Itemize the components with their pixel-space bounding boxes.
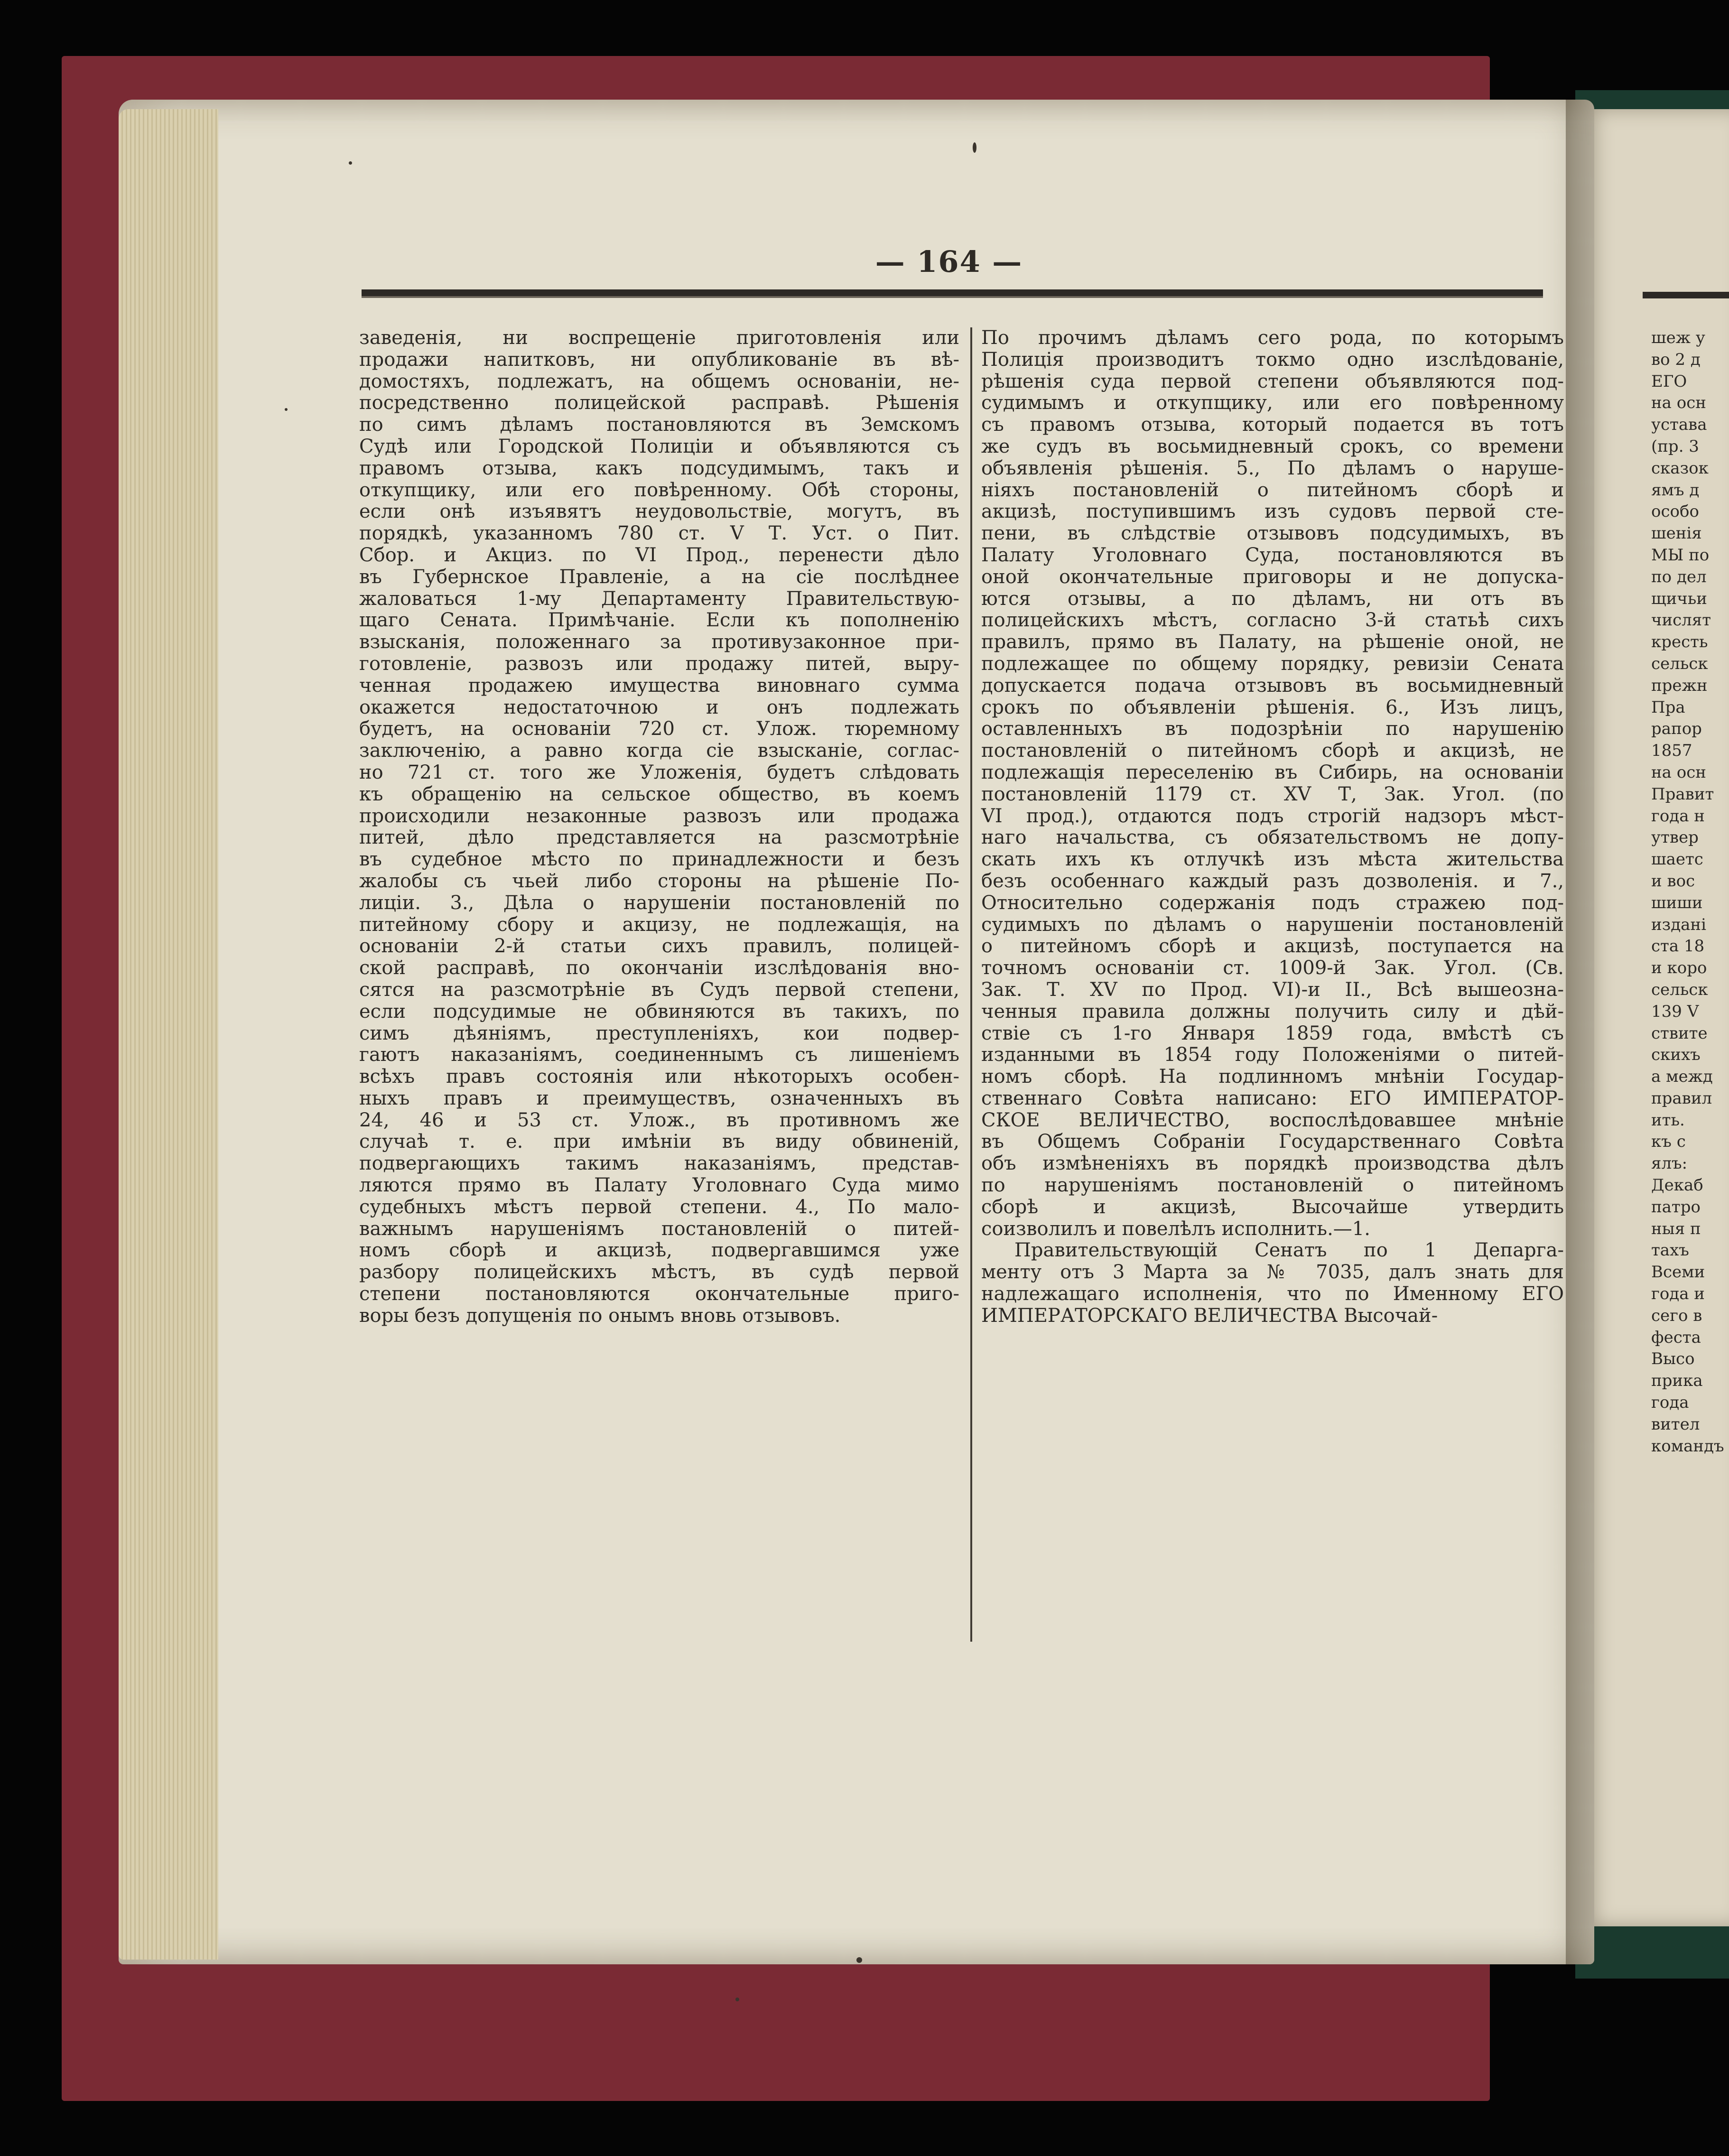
text-line: постановленій 1179 ст. XV Т, Зак. Угол. (по: [981, 783, 1564, 805]
text-line: ченная продажею имущества виновнаго сумма: [359, 674, 959, 697]
text-line: Декаб: [1651, 1176, 1703, 1195]
text-line: важнымъ нарушеніямъ постановленій о питей-: [359, 1217, 959, 1240]
text-line: сельск: [1651, 980, 1708, 999]
text-line: изданными въ 1854 году Положеніями о питей-: [981, 1044, 1564, 1066]
text-line: прика: [1651, 1371, 1703, 1391]
text-line: и коро: [1651, 958, 1707, 978]
text-line: взысканія, положеннаго за противузаконное при-: [359, 631, 959, 653]
text-line: степени постановляются окончательные приго-: [359, 1283, 959, 1305]
text-line: и вос: [1651, 871, 1695, 891]
paper-speck: [973, 142, 976, 153]
text-line: готовленіе, развозъ или продажу питей, выру-: [359, 652, 959, 675]
text-line: заведенія, ни воспрещеніе приготовленія или: [359, 327, 959, 349]
text-line: оставленныхъ въ подозрѣніи по нарушенію: [981, 718, 1564, 740]
text-line: МЫ по: [1651, 545, 1710, 565]
text-line: года и: [1651, 1284, 1705, 1304]
text-line: въ судебное мѣсто по принадлежности и безъ: [359, 848, 959, 871]
text-line: надлежащаго исполненія, что по Именному ЕГО: [981, 1283, 1564, 1305]
text-line: издані: [1651, 915, 1706, 934]
text-line: полицейскихъ мѣстъ, согласно 3-й статьѣ сихъ: [981, 609, 1564, 632]
text-line: Зак. Т. XV по Прод. VI)-и II., Всѣ вышеозна-: [981, 978, 1564, 1001]
text-line: подлежащія переселенію въ Сибирь, на основаніи: [981, 761, 1564, 783]
text-line: оной окончательные приговоры и не допуска-: [981, 566, 1564, 588]
text-line: Правительствующій Сенатъ по 1 Депарга-: [1014, 1239, 1564, 1262]
text-line: Полиція производитъ токмо одно изслѣдованіе,: [981, 348, 1564, 371]
text-line: откупщику, или его повѣренному. Обѣ стороны,: [359, 479, 959, 501]
page-number: — 164 —: [875, 244, 1023, 279]
facing-page-text-column: [1651, 327, 1729, 1457]
text-line: шиши: [1651, 893, 1703, 912]
text-line: рѣшенія суда первой степени объявляются под-: [981, 370, 1564, 392]
page-gutter: [1566, 100, 1594, 1964]
page-edges: [119, 109, 218, 1960]
text-line: сего в: [1651, 1306, 1702, 1325]
text-line: симъ дѣяніямъ, преступленіяхъ, кои подвер-: [359, 1022, 959, 1044]
text-line: въ Губернское Правленіе, а на сіе послѣднее: [359, 566, 959, 588]
text-line: заключенію, а равно когда сіе взысканіе, соглас-: [359, 740, 959, 762]
text-line: но 721 ст. того же Уложенія, будетъ слѣдовать: [359, 761, 959, 783]
text-line: ста 18: [1651, 937, 1705, 956]
text-line: 1857: [1651, 741, 1692, 761]
text-line: по дел: [1651, 567, 1707, 586]
text-line: щичьи: [1651, 589, 1707, 608]
text-line: (пр. 3: [1651, 437, 1699, 456]
text-line: Сбор. и Акциз. по VI Прод., перенести дѣло: [359, 544, 959, 566]
text-line: 139 V: [1651, 1002, 1699, 1021]
text-line: происходили незаконные развозъ или продажа: [359, 805, 959, 827]
text-line: номъ сборѣ и акцизѣ, подвергавшимся уже: [359, 1239, 959, 1262]
text-line: правил: [1651, 1088, 1712, 1108]
text-line: если онѣ изъявятъ неудовольствіе, могутъ, въ: [359, 501, 959, 523]
text-line: къ обращенію на сельское общество, въ коемъ: [359, 783, 959, 805]
text-line: порядкѣ, указанномъ 780 ст. V Т. Уст. о Пит.: [359, 522, 959, 545]
text-line: воры безъ допущенія по онымъ вновь отзывовъ.: [359, 1304, 841, 1327]
text-line: же судъ въ восьмидневный срокъ, со времени: [981, 435, 1564, 457]
text-line: наго начальства, съ обязательствомъ не допу-: [981, 827, 1564, 849]
text-line: судимыхъ по дѣламъ о нарушеніи постановленій: [981, 913, 1564, 936]
text-line: по симъ дѣламъ постановляются въ Земскомъ: [359, 414, 959, 436]
facing-header-rule: [1643, 292, 1729, 298]
text-line: объ измѣненіяхъ въ порядкѣ производства дѣлъ: [981, 1152, 1564, 1175]
text-line: по нарушеніямъ постановленій о питейномъ: [981, 1174, 1564, 1197]
text-line: ить.: [1651, 1110, 1685, 1130]
text-line: ственнаго Совѣта написано: ЕГО ИМПЕРАТОР-: [981, 1087, 1564, 1109]
text-line: сятся на разсмотрѣніе въ Судъ первой степени,: [359, 978, 959, 1001]
header-rule: [362, 289, 1543, 298]
text-line: къ с: [1651, 1132, 1686, 1152]
text-line: всѣхъ правъ состоянія или нѣкоторыхъ особен-: [359, 1066, 959, 1088]
text-line: срокъ по объявленіи рѣшенія. 6., Изъ лицъ,: [981, 696, 1564, 718]
text-line: менту отъ 3 Марта за № 7035, далъ знать для: [981, 1261, 1564, 1283]
text-line: номъ сборѣ. На подлинномъ мнѣніи Государ-: [981, 1066, 1564, 1088]
text-line: съ правомъ отзыва, который подается въ тотъ: [981, 414, 1564, 436]
text-line: патро: [1651, 1197, 1701, 1217]
column-divider: [970, 327, 972, 1642]
text-line: ныхъ правъ и преимуществъ, означенныхъ въ: [359, 1087, 959, 1109]
text-line: лиціи. 3., Дѣла о нарушеніи постановленій по: [359, 892, 959, 914]
text-line: ляются прямо въ Палату Уголовнаго Суда мимо: [359, 1174, 959, 1197]
text-line: на осн: [1651, 393, 1706, 413]
text-line: ются отзывы, а по дѣламъ, ни отъ въ: [981, 587, 1564, 610]
text-line: о питейномъ сборѣ и акцизѣ, поступается на: [981, 935, 1564, 957]
text-line: основаніи 2-й статьи сихъ правилъ, полицей-: [359, 935, 959, 957]
text-line: Правит: [1651, 784, 1714, 804]
text-line: продажи напитковъ, ни опубликованіе въ вѣ-: [359, 348, 959, 371]
text-line: въ Общемъ Собраніи Государственнаго Совѣта: [981, 1131, 1564, 1153]
text-line: соизволилъ и повелѣлъ исполнить.—1.: [981, 1217, 1370, 1240]
text-line: во 2 д: [1651, 350, 1701, 369]
text-line: подлежащее по общему порядку, ревизіи Сената: [981, 652, 1564, 675]
text-line: феста: [1651, 1328, 1701, 1347]
text-line: сказок: [1651, 458, 1709, 478]
text-line: правилъ, прямо въ Палату, на рѣшеніе оной, не: [981, 631, 1564, 653]
text-line: на осн: [1651, 762, 1706, 782]
text-line: судимымъ и откупщику, или его повѣренному: [981, 392, 1564, 414]
text-line: ЕГО: [1651, 372, 1687, 391]
text-line: кресть: [1651, 632, 1708, 652]
text-line: будетъ, на основаніи 720 ст. Улож. тюремному: [359, 718, 959, 740]
text-line: Всеми: [1651, 1263, 1705, 1282]
text-line: безъ особеннаго каждый разъ дозволенія. и 7.,: [981, 870, 1564, 892]
text-line: ствіе съ 1-го Января 1859 года, вмѣстѣ съ: [981, 1022, 1564, 1044]
text-line: скихъ: [1651, 1045, 1701, 1065]
text-line: допускается подача отзывовъ въ восьмидневный: [981, 674, 1564, 697]
text-line: вител: [1651, 1414, 1700, 1434]
text-line: прежн: [1651, 676, 1708, 695]
text-line: Относительно содержанія подъ стражею под-: [981, 892, 1564, 914]
text-line: По прочимъ дѣламъ сего рода, по которымъ: [981, 327, 1564, 349]
text-line: ныя п: [1651, 1219, 1701, 1238]
text-line: сборѣ и акцизѣ, Высочайше утвердить: [981, 1196, 1564, 1218]
text-line: случаѣ т. е. при имѣніи въ виду обвиненій,: [359, 1131, 959, 1153]
text-line: командъ: [1651, 1436, 1724, 1456]
paper-speck: [735, 1998, 739, 2001]
text-line: скать ихъ къ отлучкѣ изъ мѣста жительства: [981, 848, 1564, 871]
text-line: если подсудимые не обвиняются въ такихъ, по: [359, 1000, 959, 1022]
text-line: ской расправѣ, по окончаніи изслѣдованія вно-: [359, 957, 959, 979]
text-line: точномъ основаніи ст. 1009-й Зак. Угол. (Св.: [981, 957, 1564, 979]
text-line: Пра: [1651, 697, 1685, 717]
text-line: разбору полицейскихъ мѣстъ, въ судѣ первой: [359, 1261, 959, 1283]
text-line: Палату Уголовнаго Суда, постановляются въ: [981, 544, 1564, 566]
text-line: года н: [1651, 806, 1705, 826]
text-line: особо: [1651, 502, 1699, 521]
text-line: ченныя правила должны получить силу и дѣй-: [981, 1000, 1564, 1022]
text-line: 24, 46 и 53 ст. Улож., въ противномъ же: [359, 1109, 959, 1131]
text-line: ялъ:: [1651, 1154, 1688, 1173]
text-line: сельск: [1651, 654, 1708, 673]
text-line: ИМПЕРАТОРСКАГО ВЕЛИЧЕСТВА Высочай-: [981, 1304, 1438, 1327]
paper-speck: [856, 1957, 862, 1963]
text-line: ямъ д: [1651, 480, 1700, 500]
text-line: питей, дѣло представляется на разсмотрѣніе: [359, 827, 959, 849]
text-line: ніяхъ постановленій о питейномъ сборѣ и: [981, 479, 1564, 501]
text-line: домостяхъ, подлежатъ, на общемъ основаніи, не-: [359, 370, 959, 392]
text-line: Высо: [1651, 1349, 1695, 1369]
text-line: Судѣ или Городской Полиціи и объявляются съ: [359, 435, 959, 457]
text-line: посредственно полицейской расправѣ. Рѣшенія: [359, 392, 959, 414]
text-line: постановленій о питейномъ сборѣ и акцизѣ, не: [981, 740, 1564, 762]
text-line: рапор: [1651, 719, 1702, 739]
text-line: щаго Сената. Примѣчаніе. Если къ пополненію: [359, 609, 959, 632]
text-line: года: [1651, 1393, 1689, 1413]
text-line: шенія: [1651, 524, 1702, 543]
paper-speck: [285, 408, 288, 411]
left-text-column: [359, 327, 959, 1327]
paper-speck: [349, 161, 352, 165]
text-line: шаетс: [1651, 850, 1703, 869]
text-line: подвергающихъ такимъ наказаніямъ, представ-: [359, 1152, 959, 1175]
text-line: а межд: [1651, 1067, 1713, 1087]
text-line: числят: [1651, 611, 1711, 630]
text-line: тахъ: [1651, 1241, 1689, 1260]
text-line: ствите: [1651, 1023, 1708, 1043]
text-line: жаловаться 1-му Департаменту Правительствую-: [359, 587, 959, 610]
text-line: VI прод.), отдаются подъ строгій надзоръ мѣст-: [981, 805, 1564, 827]
text-line: пени, въ слѣдствіе отзывовъ подсудимыхъ, въ: [981, 522, 1564, 545]
text-line: правомъ отзыва, какъ подсудимымъ, такъ и: [359, 457, 959, 479]
text-line: утвер: [1651, 828, 1699, 847]
right-text-column: [981, 327, 1564, 1327]
text-line: шеж у: [1651, 328, 1705, 347]
text-line: объявленія рѣшенія. 5., По дѣламъ о наруше-: [981, 457, 1564, 479]
text-line: акцизѣ, поступившимъ изъ судовъ первой сте-: [981, 501, 1564, 523]
text-line: питейному сбору и акцизу, не подлежащія, на: [359, 913, 959, 936]
text-line: СКОЕ ВЕЛИЧЕСТВО, воспослѣдовавшее мнѣніе: [981, 1109, 1564, 1131]
text-line: судебныхъ мѣстъ первой степени. 4., По мало-: [359, 1196, 959, 1218]
text-line: жалобы съ чьей либо стороны на рѣшеніе По-: [359, 870, 959, 892]
text-line: устава: [1651, 415, 1707, 435]
text-line: окажется недостаточною и онъ подлежать: [359, 696, 959, 718]
text-line: гаютъ наказаніямъ, соединеннымъ съ лишеніемъ: [359, 1044, 959, 1066]
